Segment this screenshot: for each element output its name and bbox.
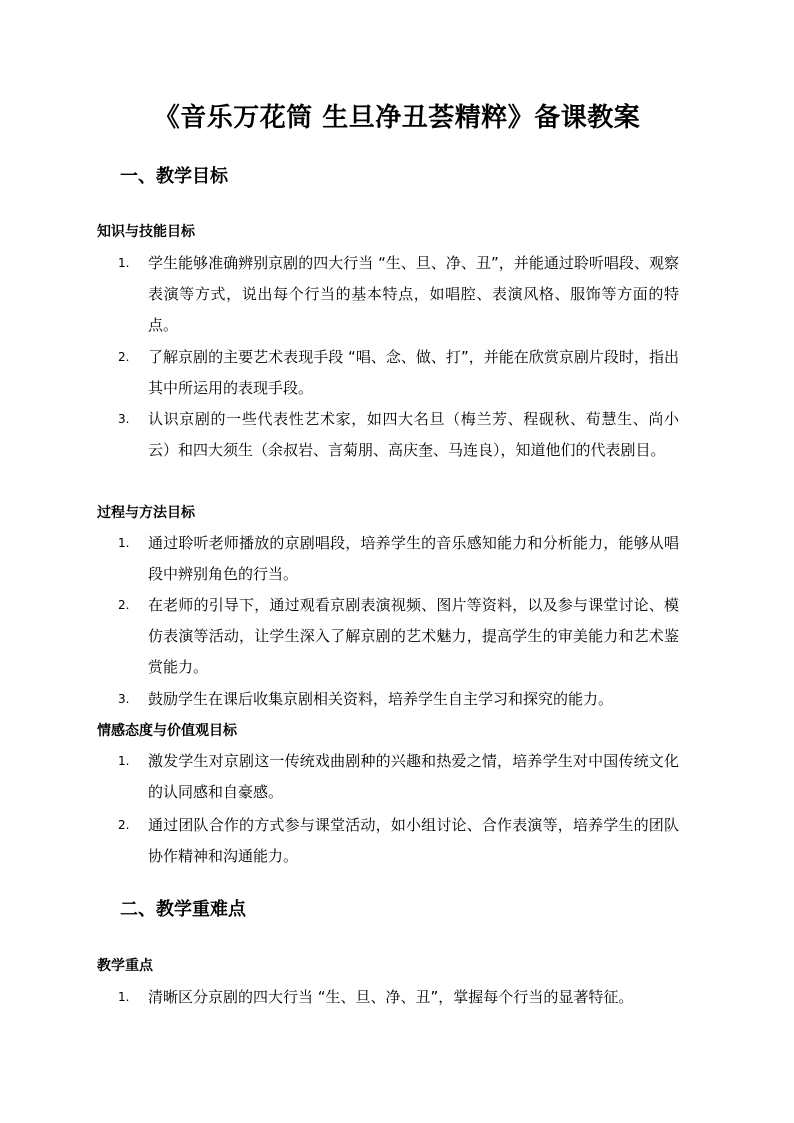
list-item [97, 810, 697, 872]
list-item-number: 1. [118, 536, 130, 550]
list-item-number: 1. [118, 990, 130, 1004]
document-title: 《音乐万花筒 生旦净丑荟精粹》备课教案 [153, 103, 641, 133]
subheading-teaching-focus: 教学重点 [97, 958, 153, 974]
list-item-text: 清晰区分京剧的四大行当 “生、旦、净、丑”，掌握每个行当的显著特征。 [148, 988, 634, 1006]
list-item [97, 746, 697, 808]
subheading-knowledge-skills: 知识与技能目标 [97, 224, 195, 240]
list-item-number: 2. [118, 598, 130, 612]
list-item-number: 3. [118, 412, 130, 426]
subheading-process-method: 过程与方法目标 [97, 505, 195, 521]
list-item-number: 2. [118, 350, 130, 364]
list-item-number: 1. [118, 256, 130, 270]
list-item-number: 3. [118, 692, 130, 706]
list-item-number: 1. [118, 754, 130, 768]
list-item-text: 在老师的引导下，通过观看京剧表演视频、图片等资料，以及参与课堂讨论、模仿表演等活动，让学生深入了解京剧的艺术魅力，提高学生的审美能力和艺术鉴赏能力。 [148, 596, 679, 676]
list-item-number: 2. [118, 818, 130, 832]
section-heading-teaching-objectives: 一、教学目标 [120, 166, 228, 187]
list-item-text: 认识京剧的一些代表性艺术家，如四大名旦（梅兰芳、程砚秋、荀慧生、尚小云）和四大须生（余叔岩、言菊朋、高庆奎、马连良），知道他们的代表剧目。 [148, 410, 679, 459]
list-item [97, 684, 697, 715]
list-item [97, 982, 697, 1013]
list-item-text: 通过聆听老师播放的京剧唱段，培养学生的音乐感知能力和分析能力，能够从唱段中辨别角色的行当。 [148, 534, 679, 583]
list-item [97, 248, 697, 341]
list-item [97, 528, 697, 590]
list-item-text: 通过团队合作的方式参与课堂活动，如小组讨论、合作表演等，培养学生的团队协作精神和沟通能力。 [148, 816, 679, 865]
list-item-text: 激发学生对京剧这一传统戏曲剧种的兴趣和热爱之情，培养学生对中国传统文化的认同感和自豪感。 [148, 752, 679, 801]
subheading-emotion-values: 情感态度与价值观目标 [97, 723, 237, 739]
list-item-text: 学生能够准确辨别京剧的四大行当 “生、旦、净、丑”，并能通过聆听唱段、观察表演等方式，说出每个行当的基本特点，如唱腔、表演风格、服饰等方面的特点。 [148, 254, 679, 334]
list-item-text: 了解京剧的主要艺术表现手段 “唱、念、做、打”，并能在欣赏京剧片段时，指出其中所运用的表现手段。 [148, 348, 679, 397]
section-heading-key-difficulties: 二、教学重难点 [120, 899, 246, 920]
list-item [97, 342, 697, 404]
list-item [97, 590, 697, 683]
list-item-text: 鼓励学生在课后收集京剧相关资料，培养学生自主学习和探究的能力。 [148, 690, 614, 708]
list-item [97, 404, 697, 466]
